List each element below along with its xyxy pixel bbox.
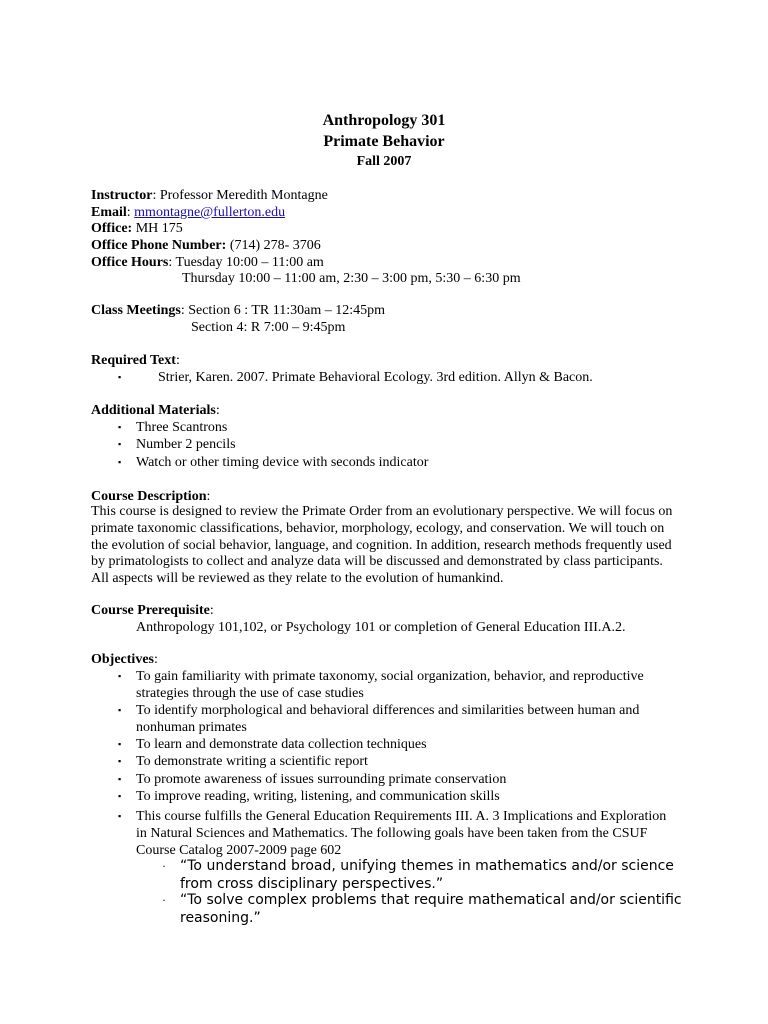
objective-item: To learn and demonstrate data collection techniques [136,737,427,752]
email-label: Email [91,205,127,220]
bullet-icon: ▪ [118,422,122,432]
office-hours-tuesday: : Tuesday 10:00 – 11:00 am [168,255,324,270]
email-sep: : [126,205,135,220]
phone-label: Office Phone Number: [91,238,227,253]
materials-item: Watch or other timing device with seconds indicator [136,455,429,470]
phone-line [91,237,321,254]
office-hours-label: Office Hours [91,255,169,270]
course-title: Primate Behavior [323,133,445,150]
objective-item: To promote awareness of issues surrounding primate conservation [136,772,507,787]
bullet-icon: ▪ [118,811,122,821]
bullet-icon: ▪ [118,705,122,715]
materials-heading [91,402,220,419]
materials-item: Number 2 pencils [136,437,236,452]
bullet-icon: ▪ [118,457,122,467]
office-line [91,220,183,237]
description-heading [91,488,210,505]
sub-bullet-icon: · [162,893,166,907]
office-hours-thursday: Thursday 10:00 – 11:00 am, 2:30 – 3:00 pm, 5:30 – 6:30 pm [182,271,521,286]
required-text-item: Strier, Karen. 2007. Primate Behavioral Ecology. 3rd edition. Allyn & Bacon. [158,370,593,385]
objectives-label: Objectives [91,652,154,667]
bullet-icon: ▪ [118,439,122,449]
required-text-heading [91,352,180,369]
prerequisite-colon: : [209,603,214,618]
class-meetings-section6: : Section 6 : TR 11:30am – 12:45pm [180,303,385,318]
catalog-goal-item: “To solve complex problems that require mathematical and/or scientific reasoning.” [180,892,682,926]
objective-item: To gain familiarity with primate taxonomy, social organization, behavior, and reproductive strategies through the use of case studies [136,669,644,701]
email-line [91,204,285,221]
description-colon: : [206,489,211,504]
instructor-value: : Professor Meredith Montagne [152,188,328,203]
objective-item: To improve reading, writing, listening, and communication skills [136,789,500,804]
office-hours-line [91,254,324,271]
instructor-line [91,187,328,204]
bullet-icon: ▪ [118,756,122,766]
class-meetings-label: Class Meetings [91,303,181,318]
bullet-icon: ▪ [118,774,122,784]
bullet-icon: ▪ [118,671,122,681]
bullet-icon: ▪ [118,739,122,749]
instructor-label: Instructor [91,188,153,203]
description-label: Course Description [91,489,207,504]
class-meetings-line [91,302,385,319]
objective-item: To demonstrate writing a scientific report [136,754,368,769]
prerequisite-text: Anthropology 101,102, or Psychology 101 or completion of General Education III.A.2. [136,620,626,635]
objective-item: To identify morphological and behavioral differences and similarities between human and nonhuman primates [136,703,640,735]
bullet-icon: ▪ [118,372,122,382]
required-text-colon: : [175,353,180,368]
catalog-goal-item: “To understand broad, unifying themes in mathematics and/or science from cross disciplinary perspectives.” [180,858,674,892]
objective-item: This course fulfills the General Education Requirements III. A. 3 Implications and Exploration in Natural Sciences and Mathematics. The following goals have been taken from the CSUF Course Catalog 2007-2009 page 602 [136,809,667,858]
email-link[interactable]: mmontagne@fullerton.edu [134,205,286,220]
office-value: MH 175 [132,221,183,236]
phone-value: (714) 278- 3706 [226,238,321,253]
sub-bullet-icon: · [162,859,166,873]
required-text-label: Required Text [91,353,176,368]
description-text: This course is designed to review the Primate Order from an evolutionary perspective. We will focus on primate taxonomic classifications, behavior, morphology, ecology, and conservation. We will touch on the evolution of social behavior, language, and cognition. In addition, research methods frequently used by primatologists to collect and analyze data will be discussed and demonstrated by class participants. All aspects will be reviewed as they relate to the evolution of humankind. [91,504,673,587]
bullet-icon: ▪ [118,791,122,801]
materials-colon: : [215,403,220,418]
materials-label: Additional Materials [91,403,216,418]
prerequisite-heading [91,602,214,619]
course-number: Anthropology 301 [322,112,446,129]
objectives-colon: : [153,652,158,667]
prerequisite-label: Course Prerequisite [91,603,210,618]
materials-item: Three Scantrons [136,420,228,435]
office-label: Office: [91,221,133,236]
objectives-heading [91,651,158,668]
course-term: Fall 2007 [356,154,412,169]
class-meetings-section4: Section 4: R 7:00 – 9:45pm [191,320,346,335]
